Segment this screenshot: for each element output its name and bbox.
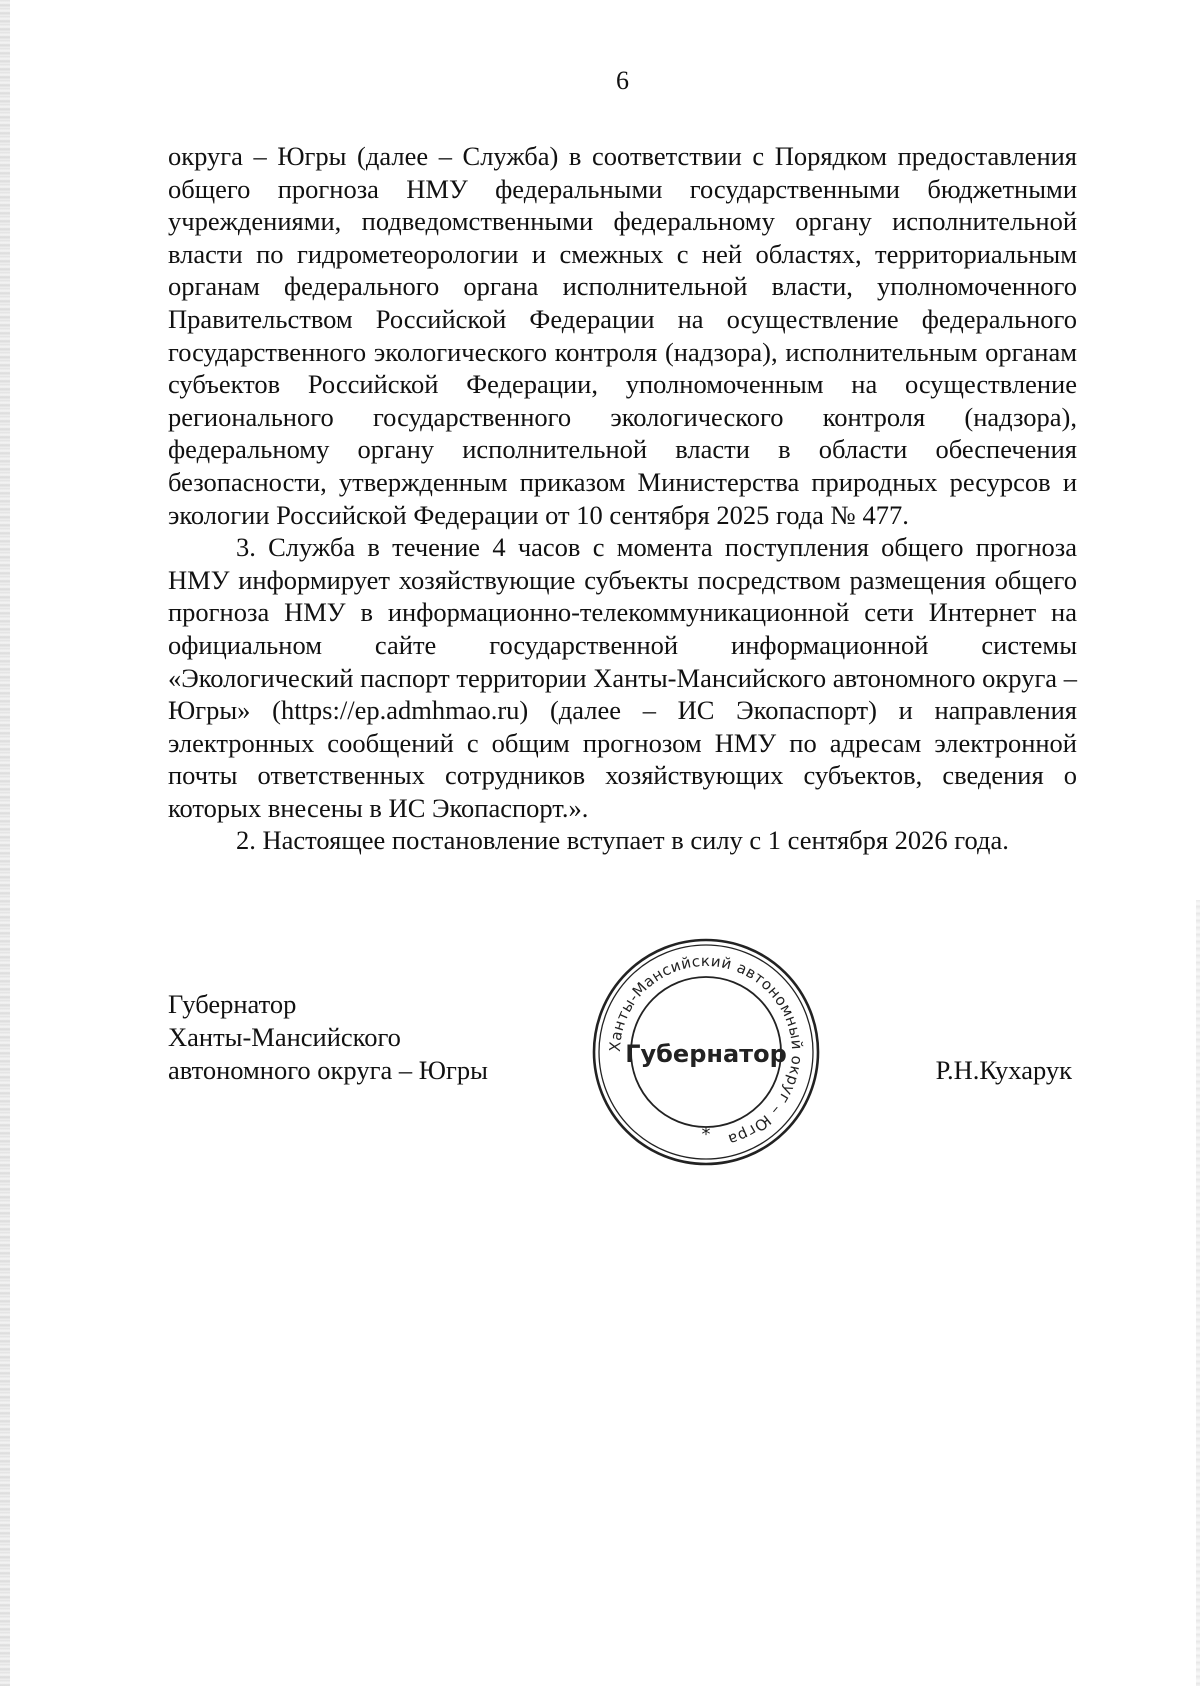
scan-edge-left: [0, 0, 10, 1686]
signatory-title-line-1: Губернатор: [168, 989, 297, 1019]
seal-ring-text: Ханты-Мансийский автономный округ – Югра: [605, 951, 807, 1149]
paragraph-3: 3. Служба в течение 4 часов с момента поступления общего прогноза НМУ информирует хозяйствующие субъекты посредством размещения общего прогноза НМУ в информационно-телекоммуникационной сети Интернет на официальном сайте государственной информационной системы «Экологический паспорт территории Ханты-Мансийского автономного округа – Югры» (https://ep.admhmao.ru) (далее – ИС Экопаспорт) и направления электронных сообщений с общим прогнозом НМУ по адресам электронной почты ответственных сотрудников хозяйствующих субъектов, сведения о которых внесены в ИС Экопаспорт.».: [168, 532, 1077, 823]
official-seal: [590, 936, 822, 1168]
paragraph-2: 2. Настоящее постановление вступает в силу с 1 сентября 2026 года.: [236, 825, 1009, 856]
seal-center-text: Губернатор: [625, 1040, 787, 1068]
signatory-title: [168, 988, 488, 1087]
scan-edge-right: [1196, 900, 1200, 1686]
seal-star: *: [701, 1124, 711, 1145]
document-body: [168, 140, 1077, 857]
signatory-name: Р.Н.Кухарук: [935, 1055, 1072, 1085]
signatory-title-line-2: Ханты-Мансийского: [168, 1022, 401, 1052]
page-number: 6: [616, 66, 629, 95]
signatory-title-line-3: автономного округа – Югры: [168, 1055, 488, 1085]
paragraph-continuation: округа – Югры (далее – Служба) в соответствии с Порядком предоставления общего прогноза НМУ федеральными государственными бюджетными учреждениями, подведомственными федеральному органу исполнительной власти по гидрометеорологии и смежных с ней областях, территориальным органам федерального органа исполнительной власти, уполномоченного Правительством Российской Федерации на осуществление федерального государственного экологического контроля (надзора), исполнительным органам субъектов Российской Федерации, уполномоченным на осуществление регионального государственного экологического контроля (надзора), федеральному органу исполнительной власти в области обеспечения безопасности, утвержденным приказом Министерства природных ресурсов и экологии Российской Федерации от 10 сентября 2025 года № 477.: [168, 141, 1077, 530]
seal-graphic: [590, 936, 822, 1168]
